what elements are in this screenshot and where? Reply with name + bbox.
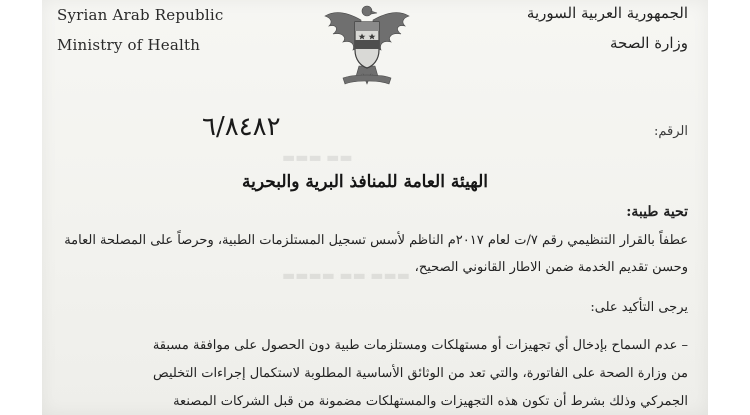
list-item-line: الجمركي وذلك بشرط أن تكون هذه التجهيزات والمستهلكات مضمونة من قبل الشركات المصنعة (173, 394, 688, 409)
greeting: تحية طيبة: (626, 204, 688, 220)
page-margin-right (708, 0, 750, 415)
document-page (42, 0, 708, 415)
header-en-ministry: Ministry of Health (57, 36, 201, 54)
list-item-line: من وزارة الصحة على الفاتورة، والتي تعد من الوثائق الأساسية المطلوبة لاستكمال إجراءات التخليص (153, 366, 688, 381)
faint-bleed-through: ▬▬ ▬▬▬ (282, 150, 353, 166)
body-paragraph-line: عطفاً بالقرار التنظيمي رقم ٧/ت لعام ٢٠١٧م الناظم لأسس تسجيل المستلزمات الطبية، وحرصاً على المصلحة العامة (64, 233, 688, 248)
addressee-heading: الهيئة العامة للمنافذ البرية والبحرية (242, 172, 488, 192)
faint-bleed-through: ▬▬▬ ▬▬ ▬▬▬▬ (282, 268, 410, 284)
please-confirm-heading: يرجى التأكيد على: (590, 300, 688, 315)
header-en-country: Syrian Arab Republic (57, 6, 224, 24)
reference-number: ٦/٨٤٨٢ (202, 112, 281, 142)
syrian-eagle-emblem-icon (317, 0, 417, 90)
header-ar-ministry: وزارة الصحة (610, 34, 688, 52)
list-item-line: – عدم السماح بإدخال أي تجهيزات أو مستهلكات ومستلزمات طبية دون الحصول على موافقة مسبقة (152, 338, 688, 353)
header-ar-country: الجمهورية العربية السورية (526, 4, 688, 22)
body-paragraph-line: وحسن تقديم الخدمة ضمن الاطار القانوني الصحيح، (414, 260, 688, 275)
reference-label: الرقم: (654, 124, 688, 139)
page-margin-left (0, 0, 42, 415)
